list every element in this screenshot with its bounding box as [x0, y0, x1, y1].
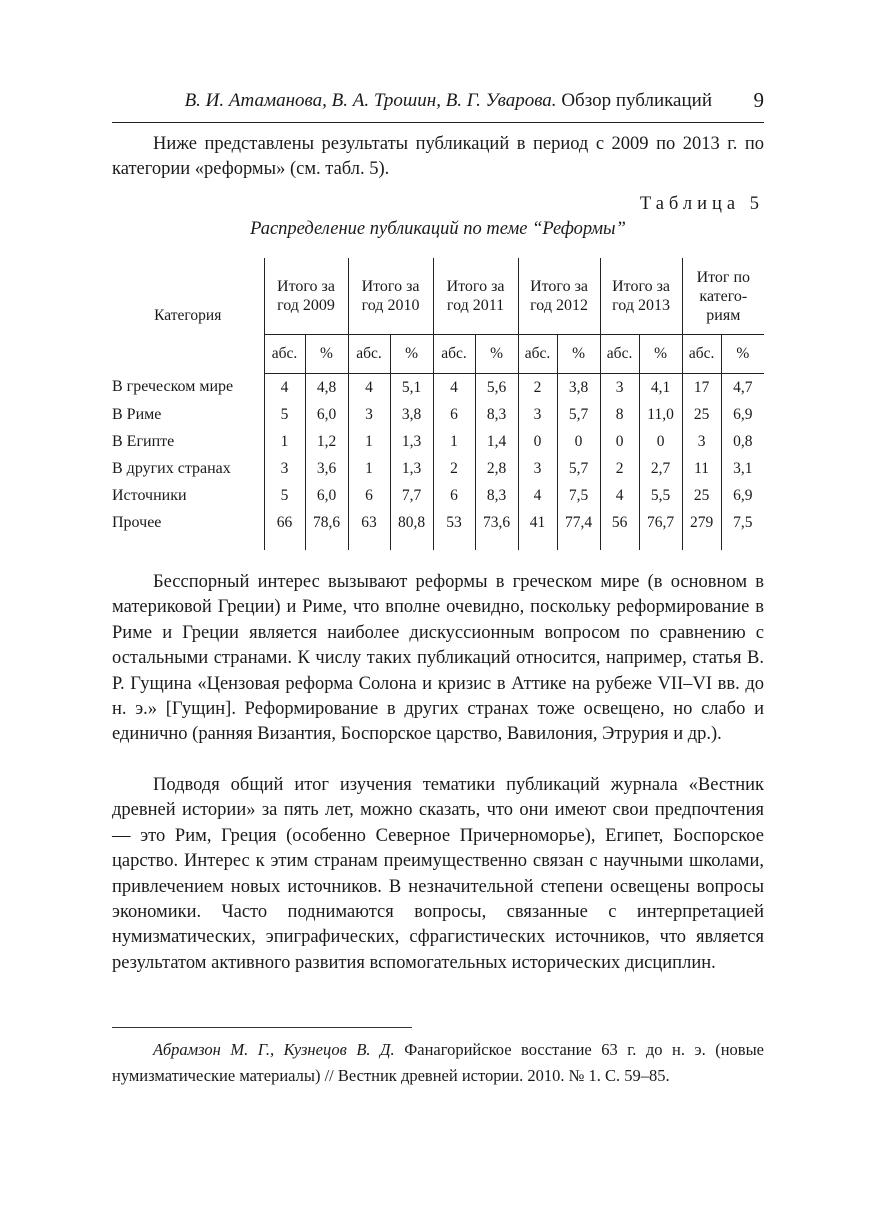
- spacer-cell: [305, 536, 348, 550]
- table-cell: 76,7: [639, 509, 682, 536]
- table-cell: 6,9: [733, 405, 753, 423]
- table-cell: 11: [682, 455, 721, 482]
- footnote-text: Фанагорийское восстание 63 г. до н. э. (новые нумизматические материалы) // Вестник древней истории. 2010. № 1. С. 59–85.: [112, 1040, 764, 1085]
- subheader-abs: абс.: [348, 335, 390, 374]
- spacer-cell: [518, 536, 557, 550]
- table-cell: 1,4: [475, 428, 518, 455]
- table-cell: 3: [264, 455, 305, 482]
- spacer-cell: [600, 536, 639, 550]
- table-cell: 5: [264, 482, 305, 509]
- spacer-cell: [721, 536, 764, 550]
- table-cell: 0: [557, 428, 600, 455]
- subheader-abs: абс.: [600, 335, 639, 374]
- table-cell: 8: [600, 401, 639, 428]
- table-cell: 5,6: [475, 374, 518, 402]
- table-caption: Распределение публикаций по теме “Реформы”: [250, 219, 626, 239]
- group-header-line: Итого за: [361, 278, 420, 295]
- spacer-cell: [348, 536, 390, 550]
- table-cell: 3,8: [390, 401, 433, 428]
- table-label: Таблица 5: [639, 194, 764, 214]
- row-label: В Риме: [112, 401, 264, 428]
- spacer-cell: [112, 536, 264, 550]
- footnote-authors: Абрамзон М. Г., Кузнецов В. Д.: [153, 1040, 395, 1059]
- table-cell: 4: [433, 374, 475, 402]
- group-header-line: Итого за: [277, 278, 335, 295]
- subheader-pct: %: [557, 335, 600, 374]
- group-header-line: риям: [706, 306, 741, 324]
- table-row: [112, 374, 764, 402]
- group-header-line: год 2009: [277, 297, 335, 314]
- table-spacer-row: [112, 536, 764, 550]
- table-cell: 7,5: [733, 513, 753, 531]
- table-cell: 3: [518, 401, 557, 428]
- category-header: Категория: [112, 258, 264, 374]
- spacer-cell: [264, 536, 305, 550]
- table-cell: 8,3: [475, 401, 518, 428]
- group-header-2013: [600, 258, 682, 335]
- subheader-pct: %: [390, 335, 433, 374]
- table-cell: 3: [348, 401, 390, 428]
- table-cell: 11,0: [639, 401, 682, 428]
- table-cell: 5,1: [390, 374, 433, 402]
- subheader-abs: абс.: [518, 335, 557, 374]
- table-cell: 4,7: [733, 378, 753, 396]
- table-cell: 4: [348, 374, 390, 402]
- distribution-table: [112, 258, 764, 550]
- spacer-cell: [475, 536, 518, 550]
- table-row: [112, 428, 764, 455]
- table-cell: 5,7: [557, 455, 600, 482]
- spacer-cell: [390, 536, 433, 550]
- table-cell: 63: [348, 509, 390, 536]
- spacer-cell: [682, 536, 721, 550]
- table-cell: 1: [348, 455, 390, 482]
- group-header-2009: [264, 258, 348, 335]
- group-header-line: Итог по: [696, 268, 751, 286]
- table-cell: 6,0: [305, 401, 348, 428]
- running-head-authors: В. И. Атаманова, В. А. Трошин, В. Г. Уварова.: [184, 90, 557, 111]
- table-row: [112, 401, 764, 428]
- table-cell: 4: [264, 374, 305, 402]
- subheader-abs: абс.: [264, 335, 305, 374]
- group-header-line: год 2013: [612, 297, 670, 314]
- table-cell: 17: [682, 374, 721, 402]
- group-header-line: Итого за: [530, 278, 589, 295]
- paragraph-reforms-interest: Бесспорный интерес вызывают реформы в греческом мире (в основном в материковой Греции) и Риме, что вполне очевидно, поскольку реформирование в Риме и Греции является наиболее дискуссионным вопросом по сравнению с остальными странами. К числу таких публикаций относится, например, статья В. Р. Гущина «Цензовая реформа Солона и кризис в Аттике на рубеже VII–VI вв. до н. э.» [Гущин]. Реформирование в других странах тоже освещено, но слабо и единично (ранняя Византия, Боспорское царство, Вавилония, Этрурия и др.).: [112, 572, 764, 745]
- table-row: [112, 455, 764, 482]
- row-label: Источники: [112, 482, 264, 509]
- table-cell: 53: [433, 509, 475, 536]
- table-cell: 1,3: [390, 455, 433, 482]
- table-cell: 73,6: [475, 509, 518, 536]
- group-header-total: [682, 258, 764, 335]
- table-cell: 3: [682, 428, 721, 455]
- running-header: [112, 88, 764, 123]
- footnote-divider: [112, 1027, 412, 1028]
- table-body: [112, 374, 764, 551]
- table-cell: 8,3: [475, 482, 518, 509]
- table-cell: 7,5: [557, 482, 600, 509]
- table-cell: 5,7: [557, 401, 600, 428]
- table-cell: 41: [518, 509, 557, 536]
- table-cell: 1,2: [305, 428, 348, 455]
- spacer-cell: [639, 536, 682, 550]
- subheader-pct: %: [721, 335, 764, 374]
- table-cell: 25: [682, 401, 721, 428]
- row-label: Прочее: [112, 509, 264, 536]
- table-cell: 66: [264, 509, 305, 536]
- group-header-line: Итого за: [446, 278, 505, 295]
- group-header-line: катего-: [699, 287, 748, 305]
- table-cell: 0,8: [733, 432, 753, 450]
- row-label: В других странах: [112, 455, 264, 482]
- table-cell: 4: [600, 482, 639, 509]
- table-cell: 6: [433, 401, 475, 428]
- group-header-2010: [348, 258, 433, 335]
- table-cell: 4,8: [305, 374, 348, 402]
- group-header-line: год 2011: [446, 297, 505, 314]
- table-cell: 3: [600, 374, 639, 402]
- table-cell: 2: [518, 374, 557, 402]
- running-head-title: Обзор публикаций: [556, 90, 712, 111]
- running-head: [185, 88, 712, 114]
- table-cell: 1,3: [390, 428, 433, 455]
- table-cell: 25: [682, 482, 721, 509]
- page-number: 9: [753, 88, 764, 112]
- subheader-pct: %: [639, 335, 682, 374]
- table-cell: 5,5: [639, 482, 682, 509]
- table-row: [112, 482, 764, 509]
- group-header-line: год 2012: [530, 297, 588, 314]
- table-cell: 2: [433, 455, 475, 482]
- table-cell: 4: [518, 482, 557, 509]
- table-cell: 0: [518, 428, 557, 455]
- table-cell: 78,6: [305, 509, 348, 536]
- group-header-2011: [433, 258, 518, 335]
- table-cell: 80,8: [390, 509, 433, 536]
- footnote: [112, 1037, 764, 1089]
- table-cell: 3,1: [733, 459, 753, 477]
- table-cell: 6,9: [733, 486, 753, 504]
- table-cell: 3,8: [557, 374, 600, 402]
- table-cell: 2,7: [639, 455, 682, 482]
- table-cell: 0: [600, 428, 639, 455]
- group-header-line: год 2010: [361, 297, 420, 314]
- table-cell: 6: [348, 482, 390, 509]
- table-cell: 56: [600, 509, 639, 536]
- spacer-cell: [557, 536, 600, 550]
- subheader-pct: %: [475, 335, 518, 374]
- table-cell: 6: [433, 482, 475, 509]
- table-cell: 7,7: [390, 482, 433, 509]
- spacer-cell: [433, 536, 475, 550]
- table-cell: 3: [518, 455, 557, 482]
- subheader-abs: абс.: [433, 335, 475, 374]
- group-header-line: Итого за: [612, 278, 671, 295]
- paragraph-summary: Подводя общий итог изучения тематики публикаций журнала «Вестник древней истории» за пять лет, можно сказать, что они имеют свои предпочтения — это Рим, Греция (особенно Северное Причерноморье), Египет, Боспорское царство. Интерес к этим странам преимущественно связан с научными школами, привлечением новых источников. В незначительной степени освещены вопросы экономики. Часто поднимаются вопросы, связанные с интерпретацией нумизматических, эпиграфических, сфрагистических источников, что является результатом активного развития вспомогательных исторических дисциплин.: [112, 775, 764, 973]
- row-label: В Египте: [112, 428, 264, 455]
- table-cell: 4,1: [639, 374, 682, 402]
- table-cell: 1: [264, 428, 305, 455]
- table-cell: 3,6: [305, 455, 348, 482]
- table-cell: 1: [348, 428, 390, 455]
- table-row: [112, 509, 764, 536]
- table-cell: 1: [433, 428, 475, 455]
- intro-paragraph: Ниже представлены результаты публикаций в период с 2009 по 2013 г. по категории «реформы» (см. табл. 5).: [112, 134, 764, 180]
- subheader-pct: %: [305, 335, 348, 374]
- subheader-abs: абс.: [682, 335, 721, 374]
- table-cell: 279: [682, 509, 721, 536]
- table-cell: 0: [639, 428, 682, 455]
- table-cell: 77,4: [557, 509, 600, 536]
- group-header-2012: [518, 258, 600, 335]
- row-label: В греческом мире: [112, 374, 264, 402]
- table-cell: 2,8: [475, 455, 518, 482]
- table-cell: 2: [600, 455, 639, 482]
- table-cell: 6,0: [305, 482, 348, 509]
- table-cell: 5: [264, 401, 305, 428]
